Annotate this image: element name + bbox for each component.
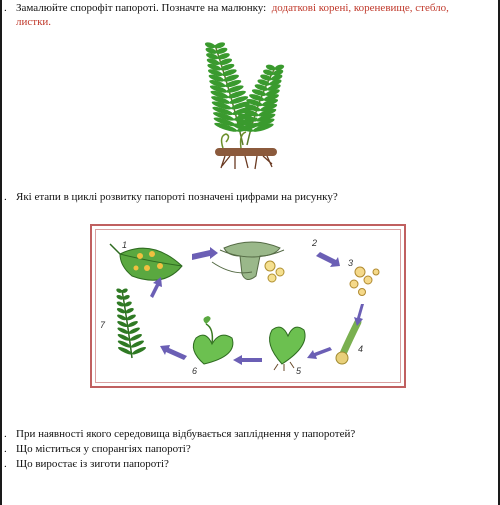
task2-bullet: . xyxy=(4,191,7,203)
stage-6-young-sporophyte xyxy=(193,316,233,364)
question-zygote-bullet: . xyxy=(4,458,7,470)
task1-labels-line2: листки. xyxy=(16,16,52,28)
stage-number-1: 1 xyxy=(122,240,128,250)
stage-7-leaflet xyxy=(127,320,139,328)
question-water-bullet: . xyxy=(4,428,7,440)
arrow-6-to-7 xyxy=(160,345,187,360)
stage-number-5: 5 xyxy=(296,366,302,376)
stage-2-sporangium-section xyxy=(212,242,284,282)
arrow-2-to-3 xyxy=(316,252,340,267)
arrow-1-to-2 xyxy=(192,247,218,260)
task1-text: Замалюйте спорофіт папороті. Позначте на малюнку: xyxy=(16,2,267,14)
stage-number-2: 2 xyxy=(312,238,318,248)
question-zygote xyxy=(4,458,169,471)
arrow-5-to-6 xyxy=(233,355,262,365)
task2-question xyxy=(4,191,338,204)
fern-life-cycle-figure xyxy=(90,224,406,388)
question-water-text: При наявності якого середовища відбувається запліднення у папоротей? xyxy=(16,428,356,440)
stage-7-leaflet xyxy=(128,326,141,335)
stage-7-leaflet xyxy=(129,333,143,342)
question-zygote-text: Що виростає із зиготи папороті? xyxy=(16,458,169,470)
stage-number-4: 4 xyxy=(358,344,364,354)
stage-3-spores xyxy=(350,267,379,296)
stage-number-3: 3 xyxy=(348,258,354,268)
task1-bullet: . xyxy=(4,2,7,14)
task1-instruction-cont xyxy=(4,16,51,29)
stage-1-sporophyll-leaf xyxy=(110,244,182,280)
left-page-edge xyxy=(0,0,2,505)
fern-life-cycle-diagram xyxy=(92,226,404,386)
task1-instruction xyxy=(4,2,449,15)
fern-rhizome xyxy=(215,132,277,169)
stage-7-adult-fern xyxy=(116,288,147,358)
arrow-4-to-5 xyxy=(307,347,332,359)
fern-sporophyte-illustration xyxy=(185,40,305,172)
stage-5-prothallus xyxy=(270,327,306,371)
question-sporangia xyxy=(4,443,191,456)
question-water xyxy=(4,428,355,441)
task1-labels-line1: додаткові корені, кореневище, стебло, xyxy=(271,2,449,14)
question-sporangia-bullet: . xyxy=(4,443,7,455)
stage-number-7: 7 xyxy=(100,320,106,330)
stage-number-6: 6 xyxy=(192,366,198,376)
task2-text: Які етапи в циклі розвитку папороті позначені цифрами на рисунку? xyxy=(16,191,338,203)
stage-4-germinating-spore xyxy=(336,322,358,364)
question-sporangia-text: Що міститься у спорангіях папороті? xyxy=(16,443,191,455)
fern-leaflets xyxy=(204,41,285,133)
